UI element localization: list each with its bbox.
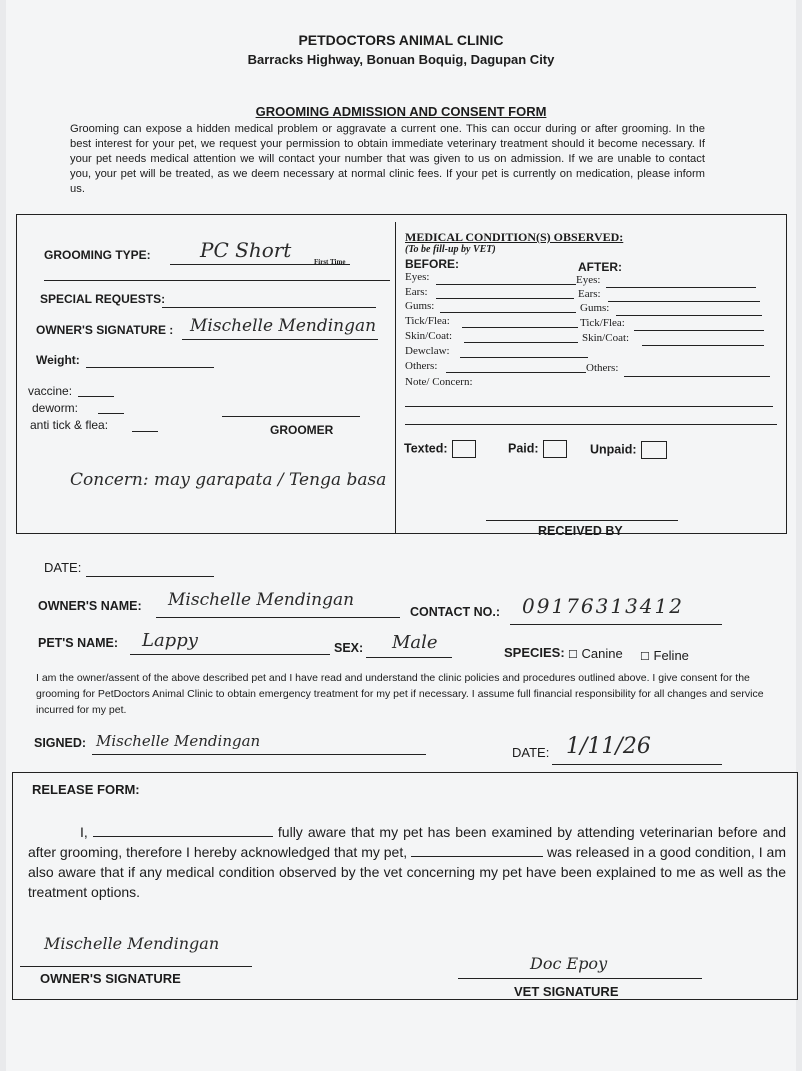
feline-label: Feline	[653, 648, 689, 663]
feline-checkbox[interactable]: ☐	[640, 651, 650, 663]
intro-text: Grooming can expose a hidden medical problem or aggravate a current one. This can occur during or after grooming. In the best interest for your pet, we request your permission to obtain immediate veterinary treatment should it become necessary. If your pet needs medical attention we will contact your number that was given to us on admission. If we are unable to contact you, your pet will be treated, as we deem necessary at normal clinic fees. If your pet is currently on medication, please inform us.	[70, 123, 705, 195]
owner-name-value[interactable]: Mischelle Mendingan	[168, 590, 355, 610]
after-ears: Ears:	[578, 288, 601, 300]
grooming-type-value[interactable]: PC Short	[200, 238, 292, 262]
pet-name-value[interactable]: Lappy	[142, 630, 198, 651]
release-title: RELEASE FORM:	[32, 782, 140, 797]
paid-checkbox[interactable]	[543, 440, 567, 458]
unpaid-field[interactable]	[590, 441, 667, 459]
before-ears: Ears:	[405, 286, 428, 298]
vaccine-label: vaccine:	[28, 384, 73, 398]
before-eyes: Eyes:	[405, 271, 430, 283]
date2-value[interactable]: 1/11/26	[566, 734, 651, 759]
before-skincoat: Skin/Coat:	[405, 330, 453, 342]
special-requests-label: SPECIAL REQUESTS:	[40, 292, 166, 306]
date-label: DATE:	[44, 560, 82, 575]
release-paragraph	[28, 822, 786, 902]
medical-subtitle: (To be fill-up by VET)	[405, 244, 496, 255]
after-skincoat: Skin/Coat:	[582, 332, 630, 344]
after-label: AFTER:	[578, 260, 622, 274]
release-owner-signature-value[interactable]: Mischelle Mendingan	[44, 934, 220, 953]
owner-name-label: OWNER'S NAME:	[38, 599, 142, 613]
pet-name-blank[interactable]	[411, 842, 543, 857]
canine-label: Canine	[581, 646, 623, 661]
clinic-name: PETDOCTORS ANIMAL CLINIC	[298, 32, 504, 48]
canine-checkbox[interactable]: ☐	[568, 649, 578, 661]
unpaid-checkbox[interactable]	[641, 441, 667, 459]
sex-value[interactable]: Male	[392, 632, 438, 653]
release-text-2: was released in a good condition, I am also aware that if any medical condition observed by the vet concerning my pet have been explained to me as well as the treatment options.	[28, 844, 786, 900]
vet-signature-value[interactable]: Doc Epoy	[530, 954, 608, 973]
owner-signature-value[interactable]: Mischelle Mendingan	[190, 316, 377, 336]
before-label: BEFORE:	[405, 257, 459, 271]
vet-signature-label: VET SIGNATURE	[514, 984, 619, 999]
medical-title: MEDICAL CONDITION(S) OBSERVED:	[405, 230, 624, 244]
release-text-1: fully aware that my pet has been examined by attending veterinarian before and after grooming, therefore I hereby acknowledged that my pet,	[28, 824, 787, 860]
note-concern: Note/ Concern:	[405, 376, 473, 388]
species-canine-option[interactable]	[568, 646, 623, 661]
owner-signature-label: OWNER'S SIGNATURE :	[36, 323, 174, 337]
species-feline-option[interactable]	[640, 648, 689, 663]
grooming-type-label: GROOMING TYPE:	[44, 248, 151, 262]
before-tickflea: Tick/Flea:	[405, 315, 450, 327]
after-gums: Gums:	[580, 302, 610, 314]
after-others: Others:	[586, 362, 619, 374]
species-label: SPECIES:	[504, 645, 565, 660]
before-others: Others:	[405, 360, 438, 372]
deworm-label: deworm:	[32, 401, 79, 415]
concern-note: Concern: may garapata / Tenga basa	[70, 470, 387, 490]
received-by-label: RECEIVED BY	[538, 524, 623, 538]
texted-checkbox[interactable]	[452, 440, 476, 458]
before-gums: Gums:	[405, 300, 435, 312]
release-i: I,	[80, 824, 88, 840]
anti-tick-label: anti tick & flea:	[30, 418, 109, 432]
form-title: GROOMING ADMISSION AND CONSENT FORM	[255, 104, 547, 119]
after-tickflea: Tick/Flea:	[580, 317, 625, 329]
contact-label: CONTACT NO.:	[410, 605, 501, 619]
before-dewclaw: Dewclaw:	[405, 345, 450, 357]
release-owner-signature-label: OWNER'S SIGNATURE	[40, 971, 181, 986]
texted-label: Texted:	[404, 441, 448, 456]
signed-label: SIGNED:	[34, 736, 87, 750]
unpaid-label: Unpaid:	[590, 442, 637, 457]
groomer-label: GROOMER	[270, 423, 334, 437]
contact-value[interactable]: 09176313412	[522, 594, 684, 618]
pet-name-label: PET'S NAME:	[38, 636, 119, 650]
box-divider	[395, 222, 396, 534]
consent-text: I am the owner/assent of the above described pet and I have read and understand the clinic policies and procedures outlined above. I give consent for the grooming for PetDoctors Animal Clinic to obtain emergency treatment for my pet if necessary. I assume full financial responsibility for all changes and service incurred for my pet.	[36, 672, 764, 716]
paid-field[interactable]	[508, 440, 567, 458]
date2-label: DATE:	[512, 745, 550, 760]
weight-label: Weight:	[36, 353, 80, 367]
owner-name-blank[interactable]	[93, 822, 273, 837]
clinic-address: Barracks Highway, Bonuan Boquig, Dagupan City	[247, 52, 555, 67]
after-eyes: Eyes:	[576, 274, 601, 286]
texted-field[interactable]	[404, 440, 476, 458]
first-time-label: First Time	[314, 258, 346, 266]
sex-label: SEX:	[334, 641, 364, 655]
paid-label: Paid:	[508, 441, 539, 456]
signed-value[interactable]: Mischelle Mendingan	[96, 732, 261, 750]
